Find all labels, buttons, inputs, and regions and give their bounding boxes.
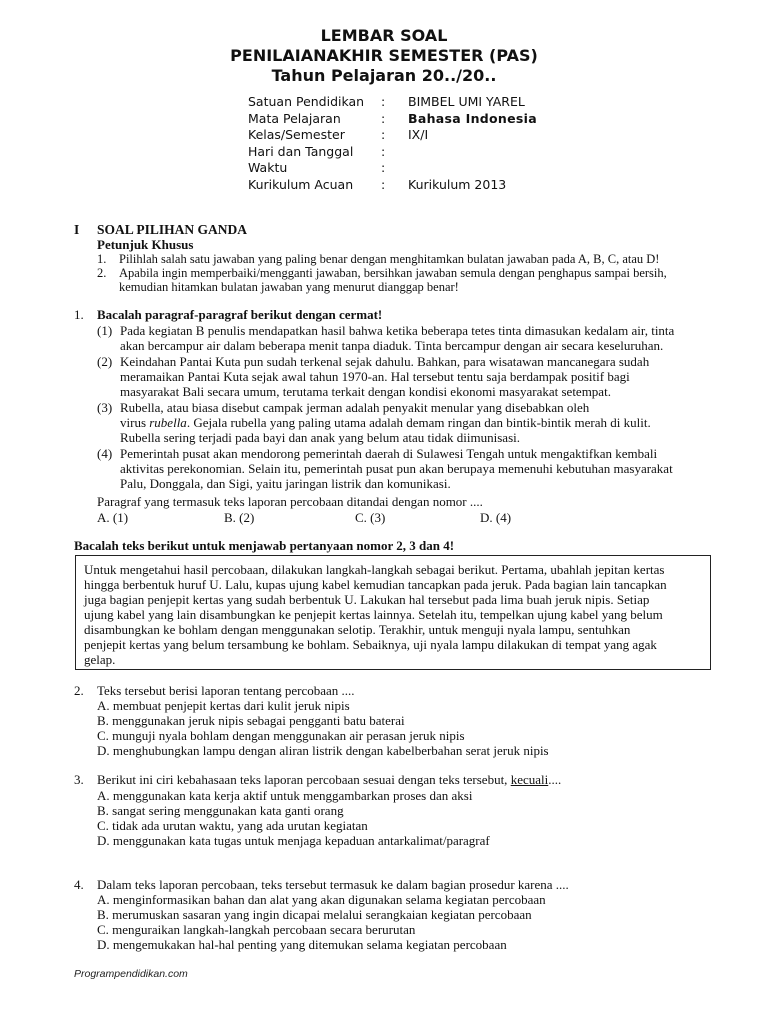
instruction-number: 1. [97, 252, 107, 266]
answer-option: C. (3) [355, 510, 386, 525]
answer-option: C. tidak ada urutan waktu, yang ada urutan kegiatan [97, 818, 368, 833]
paragraph-number: (2) [97, 354, 113, 369]
question-prompt: Bacalah paragraf-paragraf berikut dengan cermat! [97, 307, 383, 322]
info-label: Mata Pelajaran [248, 110, 341, 126]
answer-option: D. (4) [480, 510, 512, 525]
paragraph-line: Pemerintah pusat akan mendorong pemerintah daerah di Sulawesi Tengah untuk mengaktifkan kembali [120, 446, 658, 461]
info-value: Bahasa Indonesia [408, 110, 537, 126]
paragraph-line: Keindahan Pantai Kuta pun sudah terkenal sejak dahulu. Bahkan, para wisatawan mancanegara sudah [120, 354, 650, 369]
paragraph-line: akan bercampur air dalam beberapa menit tanpa diaduk. Tinta bercampur dengan air secara keseluruhan. [120, 338, 664, 353]
paragraph-line: aktivitas perekonomian. Selain itu, pemerintah pusat pun akan berupaya memenuhi kebutuhan masyarakat [120, 461, 673, 476]
paragraph-line: meramaikan Pantai Kuta sejak awal tahun 1970-an. Hal tersebut tentu saja berdampak positif bagi [120, 369, 630, 384]
question-text [97, 772, 561, 787]
reading-line: disambungkan ke bohlam dengan menggunakan selotip. Terakhir, untuk menguji nyala lampu, sentuhkan [84, 622, 631, 637]
paragraph-line [120, 415, 651, 430]
paragraph-number: (1) [97, 323, 113, 338]
info-colon: : [381, 94, 386, 109]
question-text-part: Berikut ini ciri kebahasaan teks laporan percobaan sesuai dengan teks tersebut, [97, 772, 511, 787]
info-colon: : [381, 127, 386, 142]
answer-option: B. menggunakan jeruk nipis sebagai pengganti batu baterai [97, 713, 405, 728]
answer-option: D. menggunakan kata tugas untuk menjaga kepaduan antarkalimat/paragraf [97, 833, 490, 848]
question-number: 4. [74, 877, 84, 892]
question-number: 3. [74, 772, 84, 787]
answer-option: D. mengemukakan hal-hal penting yang ditemukan selama kegiatan percobaan [97, 937, 507, 952]
info-label: Waktu [248, 160, 288, 175]
answer-option: D. menghubungkan lampu dengan aliran listrik dengan kabelberbahan serat jeruk nipis [97, 743, 549, 758]
answer-option: A. menginformasikan bahan dan alat yang akan digunakan selama kegiatan percobaan [97, 892, 546, 907]
footer-source: Programpendidikan.com [74, 968, 188, 980]
info-value: BIMBEL UMI YAREL [408, 94, 525, 109]
reading-line: gelap. [84, 652, 116, 667]
reading-line: ujung kabel yang lain disambungkan ke penjepit kertas lainnya. Setelah itu, tempelkan ujung kabel yang belum [84, 607, 663, 622]
underlined-term: kecuali [510, 772, 549, 787]
question-number: 1. [74, 307, 84, 322]
italic-term: rubella [149, 415, 187, 430]
header-title: LEMBAR SOAL [320, 26, 448, 45]
info-value: Kurikulum 2013 [408, 176, 507, 192]
reading-instruction: Bacalah teks berikut untuk menjawab pertanyaan nomor 2, 3 dan 4! [74, 538, 455, 553]
instruction-text: Apabila ingin memperbaiki/mengganti jawaban, bersihkan jawaban semula dengan penghapus sampai bersih, [119, 266, 667, 280]
answer-option: B. (2) [224, 510, 255, 525]
answer-option: B. merumuskan sasaran yang ingin dicapai melalui serangkaian kegiatan percobaan [97, 907, 532, 922]
question-text: Dalam teks laporan percobaan, teks tersebut termasuk ke dalam bagian prosedur karena .... [97, 877, 569, 892]
paragraph-line: Rubella, atau biasa disebut campak jerman adalah penyakit menular yang disebabkan oleh [120, 400, 590, 415]
info-value: IX/I [408, 127, 429, 142]
section-number: I [74, 222, 80, 237]
instruction-text: kemudian hitamkan bulatan jawaban yang menurut dianggap benar! [119, 280, 459, 294]
question-text-part: .... [548, 772, 562, 787]
info-colon: : [381, 110, 386, 126]
instructions-title: Petunjuk Khusus [97, 237, 194, 252]
answer-option: A. (1) [97, 510, 129, 525]
info-colon: : [381, 160, 386, 175]
info-label: Satuan Pendidikan [248, 94, 365, 109]
paragraph-line: masyarakat Bali secara umum, terutama terkait dengan kondisi ekonomi masyarakat setempat. [120, 384, 611, 399]
paragraph-number: (3) [97, 400, 113, 415]
answer-option: C. munguji nyala bohlam dengan menggunakan air perasan jeruk nipis [97, 728, 465, 743]
paragraph-line-part: . Gejala rubella yang paling utama adalah demam ringan dan bintik-bintik merah di kulit. [186, 415, 651, 430]
info-label: Hari dan Tanggal [248, 143, 354, 159]
paragraph-number: (4) [97, 446, 113, 461]
reading-line: penjepit kertas yang belum tersambung ke bohlam. Sebaiknya, uji nyala lampu dilakukan di tempat yang agak [84, 637, 657, 652]
paragraph-line: Rubella sering terjadi pada bayi dan anak yang belum atau tidak diimunisasi. [120, 430, 520, 445]
info-colon: : [381, 176, 386, 192]
header-year: Tahun Pelajaran 20../20.. [271, 66, 497, 85]
reading-line: hingga berbentuk huruf U. Lalu, kupas ujung kabel kemudian tancapkan pada jeruk. Pada bagian lain tancapkan [84, 577, 667, 592]
answer-option: B. sangat sering menggunakan kata ganti orang [97, 803, 344, 818]
instruction-text: Pilihlah salah satu jawaban yang paling benar dengan menghitamkan bulatan jawaban pada A, B, C, atau D! [119, 252, 660, 266]
reading-line: Untuk mengetahui hasil percobaan, dilakukan langkah-langkah sebagai berikut. Pertama, ubahlah jepitan kertas [84, 562, 665, 577]
question-number: 2. [74, 683, 84, 698]
answer-option: A. membuat penjepit kertas dari kulit jeruk nipis [97, 698, 350, 713]
section-title: SOAL PILIHAN GANDA [97, 222, 248, 237]
paragraph-line: Pada kegiatan B penulis mendapatkan hasil bahwa ketika beberapa tetes tinta dimasukan kedalam air, tinta [120, 323, 675, 338]
answer-option: A. menggunakan kata kerja aktif untuk menggambarkan proses dan aksi [97, 788, 473, 803]
header-subtitle: PENILAIANAKHIR SEMESTER (PAS) [230, 46, 538, 65]
paragraph-line-part: virus [120, 415, 150, 430]
info-label: Kurikulum Acuan [248, 176, 354, 192]
paragraph-line: Palu, Donggala, dan Sigi, yaitu jaringan listrik dan komunikasi. [120, 476, 451, 491]
instruction-number: 2. [97, 266, 107, 280]
answer-option: C. menguraikan langkah-langkah percobaan secara berurutan [97, 922, 416, 937]
info-label: Kelas/Semester [248, 127, 345, 142]
question-text: Teks tersebut berisi laporan tentang percobaan .... [97, 683, 355, 698]
reading-line: juga bagian penjepit kertas yang sudah berbentuk U. Lakukan hal tersebut pada lima buah jeruk nipis. Setiap [84, 592, 650, 607]
info-colon: : [381, 143, 386, 159]
reading-text-box [75, 555, 711, 670]
question-text: Paragraf yang termasuk teks laporan percobaan ditandai dengan nomor .... [97, 494, 483, 509]
